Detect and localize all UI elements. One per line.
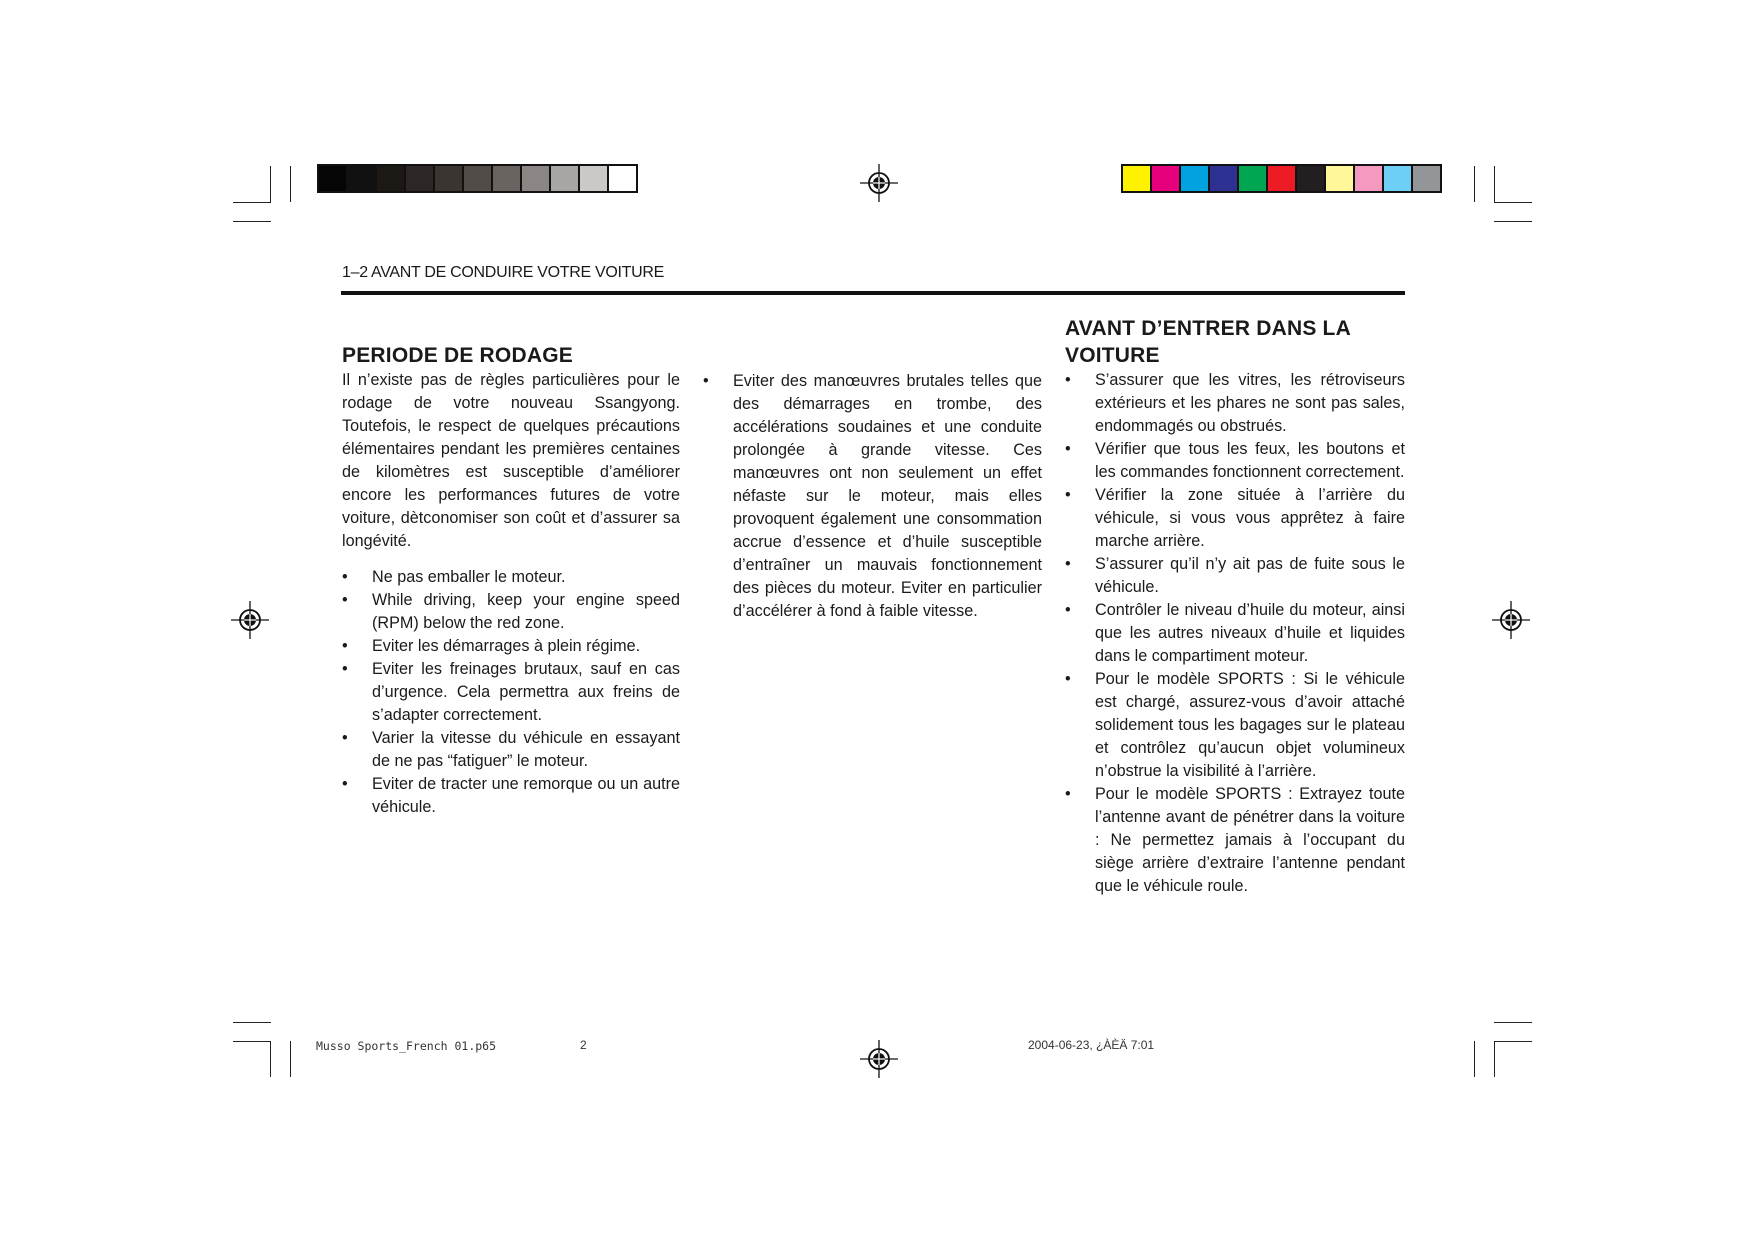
- middle-column: [703, 370, 1042, 623]
- list-item: • Eviter de tracter une remorque ou un autre véhicule.: [342, 775, 680, 816]
- crop-mark-line: [290, 1041, 291, 1077]
- color-swatch: [464, 166, 493, 191]
- registration-target-icon: [1492, 601, 1530, 639]
- crop-mark-line: [233, 1041, 271, 1042]
- list-item: • Eviter les freinages brutaux, sauf en cas d’urgence. Cela permettra aux freins de s’adapter correctement.: [342, 660, 680, 724]
- color-swatch: [348, 166, 377, 191]
- color-swatch: [609, 166, 636, 191]
- crop-mark-line: [1494, 1041, 1495, 1077]
- list-item: • S’assurer qu’il n’y ait pas de fuite sous le véhicule.: [1065, 555, 1405, 596]
- color-swatch: [1268, 166, 1297, 191]
- color-swatch: [1326, 166, 1355, 191]
- color-swatch: [580, 166, 609, 191]
- crop-mark-line: [1474, 1041, 1475, 1077]
- registration-target-icon: [860, 164, 898, 202]
- color-swatch: [319, 166, 348, 191]
- crop-mark-line: [1494, 1022, 1532, 1023]
- list-item: • Contrôler le niveau d’huile du moteur, ainsi que les autres niveaux d’huile et liquides dans le compartiment moteur.: [1065, 601, 1405, 665]
- color-swatch: [493, 166, 522, 191]
- color-swatch: [1355, 166, 1384, 191]
- color-swatch: [551, 166, 580, 191]
- list-item: • Eviter les démarrages à plein régime.: [342, 637, 641, 655]
- crop-mark-line: [1494, 1041, 1532, 1042]
- intro-paragraph: Il n’existe pas de règles particulières pour le rodage de votre nouveau Ssangyong. Toutefois, le respect de quelques précautions élémentaires pendant les premières centaines de kilomètres est susceptible d’améliorer encore les performances futures de votre voiture, dètconomiser son coût et d’assurer sa longévité.: [342, 371, 680, 550]
- crop-mark-line: [270, 166, 271, 202]
- color-swatch: [1210, 166, 1239, 191]
- color-swatch: [1181, 166, 1210, 191]
- color-swatch: [377, 166, 406, 191]
- registration-target-icon: [231, 601, 269, 639]
- grayscale-color-bar: [317, 164, 638, 193]
- slug-page-number: 2: [580, 1038, 587, 1052]
- color-swatch: [522, 166, 551, 191]
- running-head: 1–2 AVANT DE CONDUIRE VOTRE VOITURE: [342, 264, 665, 281]
- left-column: [342, 342, 680, 819]
- list-item: • Vérifier que tous les feux, les boutons et les commandes fonctionnent correctement.: [1065, 440, 1405, 481]
- registration-target-icon: [860, 1040, 898, 1078]
- color-swatch: [1123, 166, 1152, 191]
- list-item: • Vérifier la zone située à l’arrière du véhicule, si vous vous apprêtez à faire marche arrière.: [1065, 486, 1405, 550]
- list-item: • Varier la vitesse du véhicule en essayant de ne pas “fatiguer” le moteur.: [342, 729, 680, 770]
- manoeuvres-bullet-list: [703, 370, 1042, 623]
- color-swatch: [1297, 166, 1326, 191]
- list-item: • While driving, keep your engine speed (RPM) below the red zone.: [342, 591, 680, 632]
- crop-mark-line: [1494, 166, 1495, 202]
- color-swatch: [1239, 166, 1268, 191]
- slug-filename: Musso Sports_French 01.p65: [316, 1039, 497, 1053]
- color-swatch: [1152, 166, 1181, 191]
- color-swatch: [1413, 166, 1440, 191]
- rodage-bullet-list: [342, 566, 680, 819]
- right-column: [1065, 315, 1405, 898]
- slug-timestamp: 2004-06-23, ¿ÀÈÄ 7:01: [1028, 1038, 1155, 1052]
- list-item: • S’assurer que les vitres, les rétroviseurs extérieurs et les phares ne sont pas sales, endommagés ou obstrués.: [1065, 371, 1405, 435]
- color-swatch: [1384, 166, 1413, 191]
- crop-mark-line: [270, 1041, 271, 1077]
- crop-mark-line: [233, 1022, 271, 1023]
- crop-mark-line: [290, 166, 291, 202]
- color-swatch: [406, 166, 435, 191]
- process-color-bar: [1121, 164, 1442, 193]
- color-swatch: [435, 166, 464, 191]
- section-title-rodage: PERIODE DE RODAGE: [342, 344, 573, 367]
- crop-mark-line: [233, 202, 271, 203]
- crop-mark-line: [1474, 166, 1475, 202]
- list-item: • Pour le modèle SPORTS : Si le véhicule est chargé, assurez-vous d’avoir attaché solidement tous les bagages sur le plateau et contrôlez qu’aucun objet volumineux n’obstrue la visibilité à l’arrière.: [1065, 670, 1405, 780]
- crop-mark-line: [1494, 202, 1532, 203]
- avant-entrer-bullet-list: [1065, 369, 1405, 898]
- list-item: • Ne pas emballer le moteur.: [342, 568, 566, 586]
- section-title-avant-entrer: AVANT D’ENTRER DANS LA VOITURE: [1065, 317, 1351, 367]
- crop-mark-line: [233, 221, 271, 222]
- list-item: • Pour le modèle SPORTS : Extrayez toute l’antenne avant de pénétrer dans la voiture : Ne permettez jamais à l’occupant du siège arrière d’extraire l’antenne pendant que le véhicule roule.: [1065, 785, 1405, 895]
- list-item: • Eviter des manœuvres brutales telles que des démarrages en trombe, des accélérations soudaines et une conduite prolongée à grande vitesse. Ces manœuvres ont non seulement un effet néfaste sur le moteur, mais elles provoquent également une consommation accrue d’essence et d’huile susceptible d’entraîner un mauvais fonctionnement des pièces du moteur. Eviter en particulier d’accélérer à fond à faible vitesse.: [703, 372, 1042, 620]
- header-rule: [341, 291, 1405, 295]
- crop-mark-line: [1494, 221, 1532, 222]
